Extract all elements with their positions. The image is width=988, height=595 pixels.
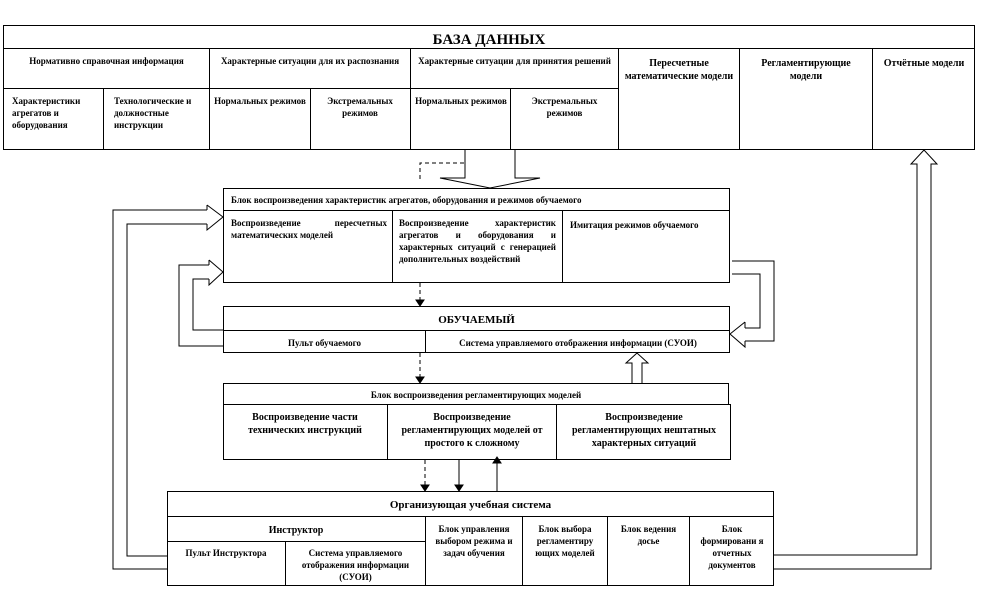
regulation-block-title: Блок воспроизведения регламентирующих моделей [370, 390, 582, 400]
db-group-reference: Нормативно справочная информация [29, 56, 184, 66]
report-to-db-arrow [774, 150, 937, 569]
db-group-decision: Характерные ситуации для принятия решений [418, 56, 611, 66]
db-recognition-normal: Нормальных режимов [214, 96, 306, 106]
db-regulation-models: Регламентирующие модели [761, 58, 851, 82]
trainee-to-reproduction-loop-outer [179, 265, 223, 346]
instructor-console: Пульт Инструктора [185, 548, 267, 558]
db-decision-extreme: Экстремальных режимов [531, 96, 598, 118]
db-aggregates-characteristics: Характеристики агрегатов и оборудования [12, 96, 81, 130]
reproduction-trainee-modes: Имитация режимов обучаемого [570, 220, 699, 230]
db-decision-normal: Нормальных режимов [415, 96, 507, 106]
reproduction-characteristics: Воспроизведение характеристик агрегатов и оборудования и характерных ситуаций с генерацией дополнительных воздействий [399, 218, 556, 264]
org-system-title: Организующая учебная система [389, 499, 552, 511]
dossier-block: Блок ведения досье [620, 524, 677, 546]
db-instructions: Технологические и должностные инструкции [114, 96, 192, 130]
trainee-display-system: Система управляемого отображения информации (СУОИ) [459, 338, 697, 348]
reproduction-block-title: Блок воспроизведения характеристик агрегатов, оборудования и режимов обучаемого [231, 195, 582, 205]
trainee-console: Пульт обучаемого [287, 338, 361, 348]
reproduction-to-trainee-loop-outer [732, 261, 774, 341]
db-report-models: Отчётные модели [883, 58, 965, 69]
regulation-to-trainee-arrow [626, 353, 648, 383]
divider [3, 48, 975, 49]
instructor-display-system: Система управляемого отображения информации (СУОИ) [301, 548, 410, 582]
regulation-tech-instructions: Воспроизведение части технических инструкций [248, 412, 362, 436]
model-selection-block: Блок выбора регламентиру ющих моделей [535, 524, 595, 558]
instructor-title: Инструктор [268, 525, 324, 536]
hollow-arrowhead-icon [209, 260, 223, 285]
database-title: БАЗА ДАННЫХ [432, 32, 546, 48]
report-forming-block: Блок формировани я отчетных документов [700, 524, 764, 570]
divider [3, 88, 619, 89]
hollow-arrowhead-icon [207, 205, 223, 230]
regulation-simple-to-complex: Воспроизведение регламентирующих моделей от простого к сложному [401, 412, 543, 449]
reproduction-to-trainee-loop-inner [732, 274, 760, 328]
db-recognition-extreme: Экстремальных режимов [327, 96, 393, 118]
db-group-recognition: Характерные ситуации для их распознания [220, 56, 400, 66]
regulation-abnormal-situations: Воспроизведение регламентирующих нештатных характерных ситуаций [571, 412, 716, 449]
trainee-title: ОБУЧАЕМЫЙ [438, 314, 515, 326]
reproduction-recalc: Воспроизведение пересчетных математических моделей [231, 218, 387, 240]
mode-selection-block: Блок управления выбором режима и задач обучения [435, 524, 513, 558]
db-to-reproduction-arrow [440, 150, 540, 188]
dashed-connector [420, 163, 464, 180]
hollow-arrowhead-icon [730, 322, 745, 347]
trainee-to-reproduction-loop-inner [193, 279, 223, 330]
db-recalc-models: Пересчетные математические модели [624, 58, 734, 82]
